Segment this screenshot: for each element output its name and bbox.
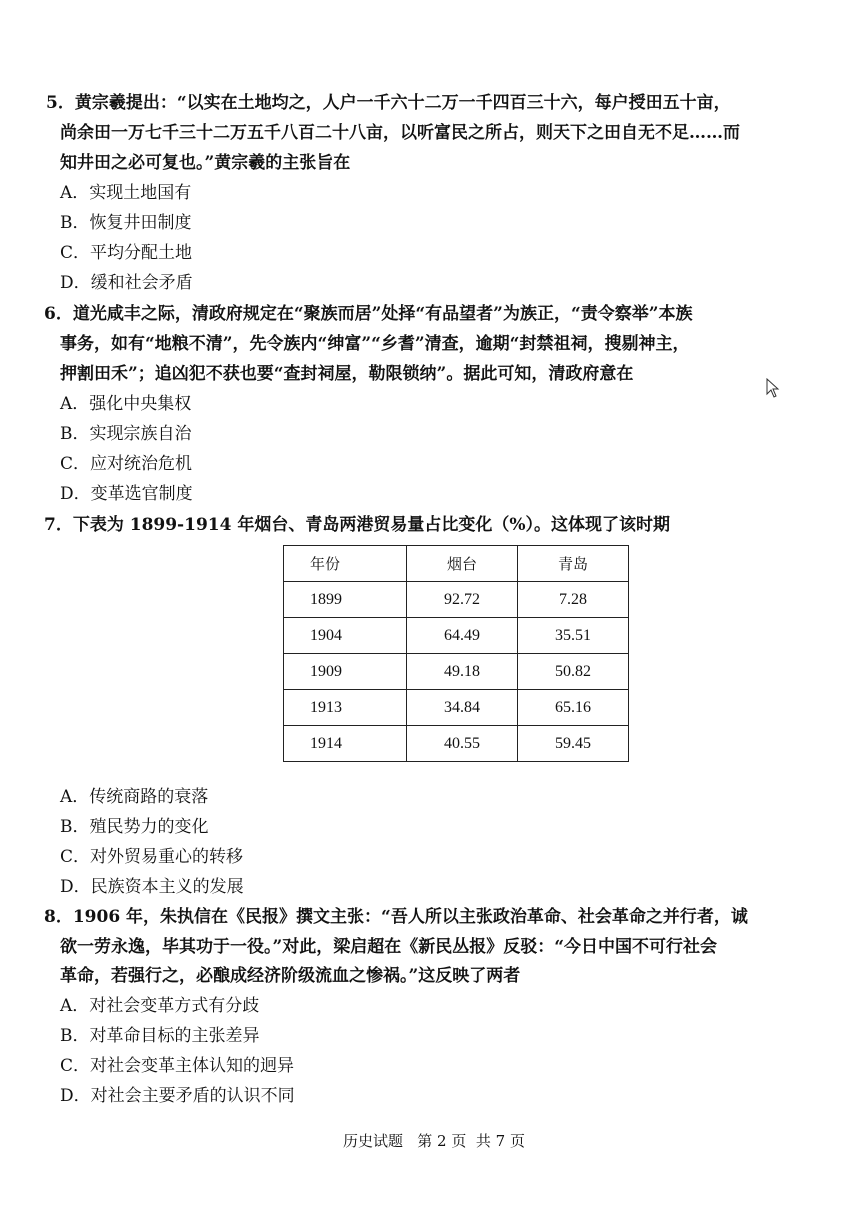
- trade-share-table: [283, 545, 629, 762]
- question-6-stem-line-3: 押割田禾”；追凶犯不获也要“查封祠屋，勒限锁纳”。据此可知，清政府意在: [60, 364, 634, 384]
- table-cell-yantai: 49.18: [407, 654, 518, 690]
- table-row: [284, 618, 629, 654]
- table-cell-year: 1914: [284, 726, 407, 762]
- table-cell-yantai: 92.72: [407, 582, 518, 618]
- question-8-stem-line-3: 革命，若强行之，必酿成经济阶级流血之惨祸。”这反映了两者: [60, 966, 521, 986]
- question-7-stem-line-1: 7．下表为 1899-1914 年烟台、青岛两港贸易量占比变化（%）。这体现了该时期: [44, 515, 671, 535]
- mouse-cursor-icon: [766, 378, 780, 398]
- question-6-option-a: A．强化中央集权: [60, 394, 192, 414]
- question-8-stem-line-1: 8．1906 年，朱执信在《民报》撰文主张：“吾人所以主张政治革命、社会革命之并行者，诚: [44, 907, 748, 927]
- question-6-stem-line-1: 6．道光咸丰之际，清政府规定在“聚族而居”处择“有品望者”为族正，“责令察举”本族: [44, 304, 693, 324]
- question-6-stem-line-2: 事务，如有“地粮不清”，先令族内“绅富”“乡耆”清查，逾期“封禁祖祠，搜剔神主，: [60, 334, 690, 354]
- table-cell-qingdao: 50.82: [518, 654, 629, 690]
- table-cell-year: 1909: [284, 654, 407, 690]
- question-5-option-d: D．缓和社会矛盾: [60, 273, 193, 293]
- question-5-option-a: A．实现土地国有: [60, 183, 192, 203]
- question-5-option-b: B．恢复井田制度: [60, 213, 192, 233]
- question-5-stem-line-3: 知井田之必可复也。”黄宗羲的主张旨在: [60, 153, 351, 173]
- page-footer: 历史试题 第 2 页 共 7 页: [342, 1132, 525, 1150]
- question-8-option-b: B．对革命目标的主张差异: [60, 1026, 260, 1046]
- table-cell-yantai: 40.55: [407, 726, 518, 762]
- question-7-option-a: A．传统商路的衰落: [60, 787, 209, 807]
- question-7-option-b: B．殖民势力的变化: [60, 817, 209, 837]
- table-cell-qingdao: 65.16: [518, 690, 629, 726]
- table-header-row: [284, 546, 629, 582]
- table-cell-year: 1904: [284, 618, 407, 654]
- table-row: [284, 726, 629, 762]
- table-header-year: 年份: [284, 546, 407, 582]
- table-row: [284, 690, 629, 726]
- question-8-option-d: D．对社会主要矛盾的认识不同: [60, 1086, 295, 1106]
- question-8-option-a: A．对社会变革方式有分歧: [60, 996, 260, 1016]
- question-6-option-d: D．变革选官制度: [60, 484, 193, 504]
- question-8-option-c: C．对社会变革主体认知的迥异: [60, 1056, 295, 1076]
- table-cell-year: 1913: [284, 690, 407, 726]
- table-header-qingdao: 青岛: [518, 546, 629, 582]
- table-row: [284, 654, 629, 690]
- question-5-option-c: C．平均分配土地: [60, 243, 193, 263]
- question-6-option-c: C．应对统治危机: [60, 454, 193, 474]
- table-cell-qingdao: 59.45: [518, 726, 629, 762]
- question-7-option-d: D．民族资本主义的发展: [60, 877, 244, 897]
- table-cell-yantai: 34.84: [407, 690, 518, 726]
- table-row: [284, 582, 629, 618]
- table-cell-qingdao: 7.28: [518, 582, 629, 618]
- table-cell-year: 1899: [284, 582, 407, 618]
- table-header-yantai: 烟台: [407, 546, 518, 582]
- table-cell-qingdao: 35.51: [518, 618, 629, 654]
- question-7-option-c: C．对外贸易重心的转移: [60, 847, 244, 867]
- table-cell-yantai: 64.49: [407, 618, 518, 654]
- question-5-stem-line-2: 尚余田一万七千三十二万五千八百二十八亩，以听富民之所占，则天下之田自无不足……而: [60, 123, 740, 143]
- question-5-stem-line-1: 5．黄宗羲提出：“以实在土地均之，人户一千六十二万一千四百三十六，每户授田五十亩，: [46, 93, 731, 113]
- question-6-option-b: B．实现宗族自治: [60, 424, 192, 444]
- question-8-stem-line-2: 欲一劳永逸，毕其功于一役。”对此，梁启超在《新民丛报》反驳：“今日中国不可行社会: [60, 937, 718, 957]
